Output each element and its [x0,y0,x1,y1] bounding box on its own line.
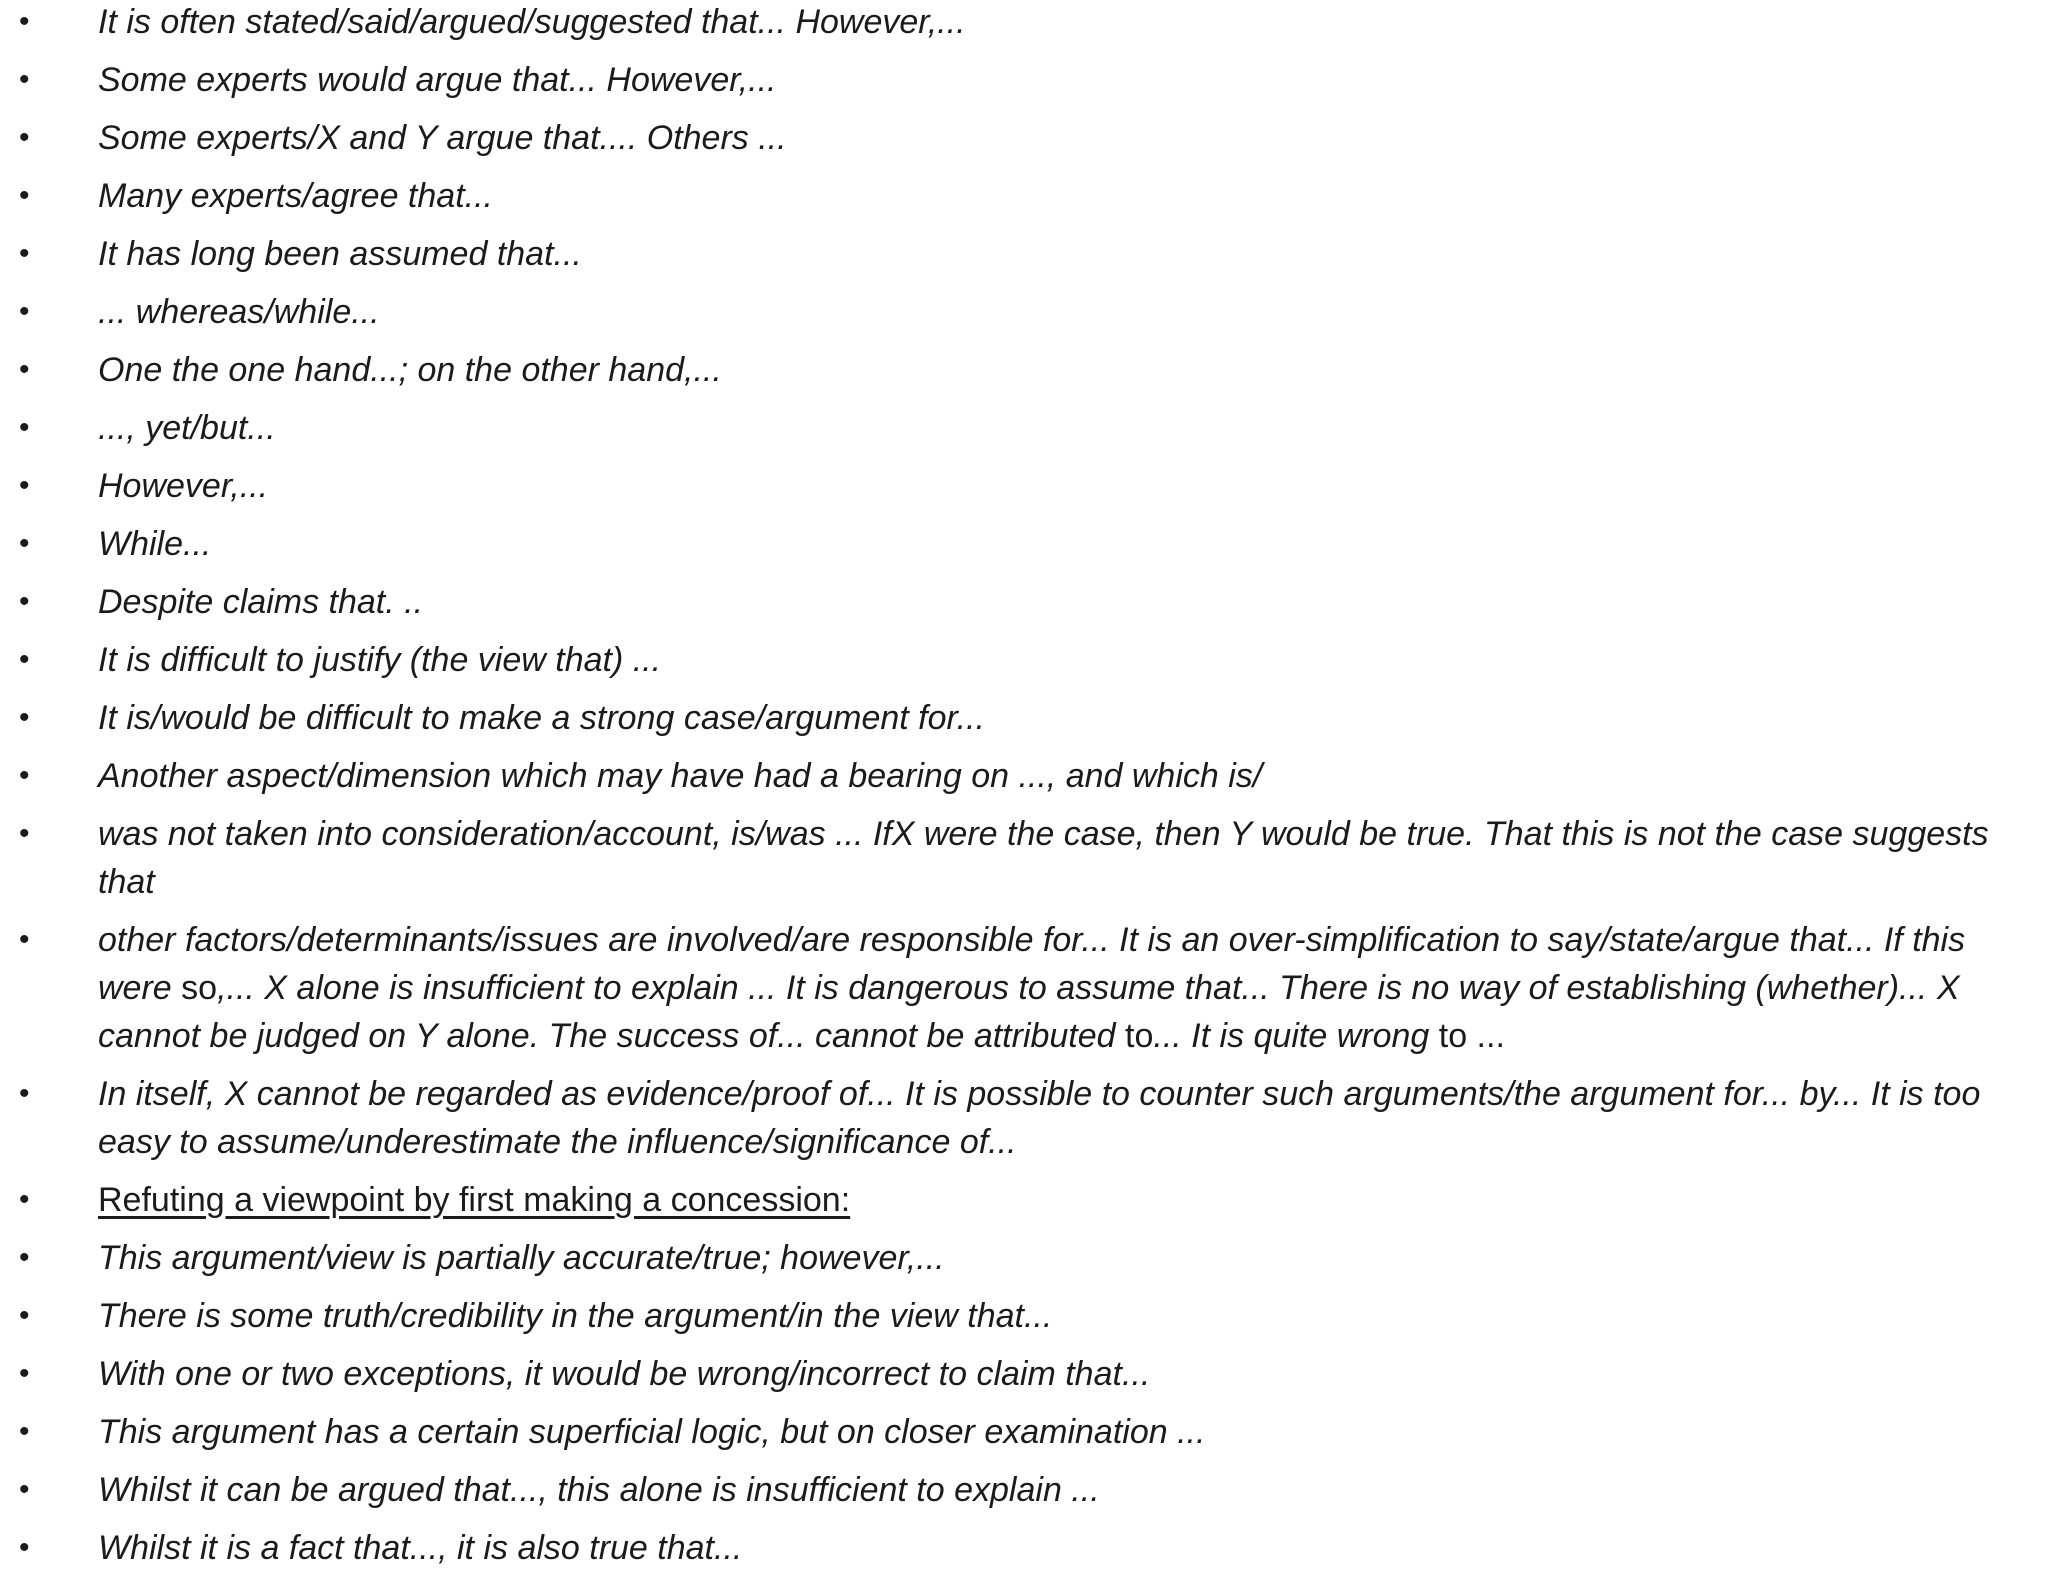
bullet-icon: • [19,295,30,328]
list-item-text: Whilst it can be argued that..., this alone is insufficient to explain ... [98,1471,1100,1509]
list-item [0,346,2048,394]
section-heading: Refuting a viewpoint by first making a concession: [98,1181,851,1219]
list-item-text: Many experts/agree that... [98,177,493,215]
bullet-icon: • [19,353,30,386]
list-item-text: This argument/view is partially accurate/true; however,... [98,1239,945,1277]
list-item [0,810,2048,906]
text-part-upright: so [181,969,218,1007]
list-item-text [98,921,1965,1055]
list-item-text: ..., yet/but... [98,409,276,447]
list-item-text: This argument has a certain superficial logic, but on closer examination ... [98,1413,1206,1451]
list-item [0,288,2048,336]
list-item [0,0,2048,46]
list-item-text: In itself, X cannot be regarded as evidence/proof of... It is possible to counter such arguments/the argument for... by... It is too easy to assume/underestimate the influence/significance of... [98,1075,1981,1161]
bullet-icon: • [19,411,30,444]
list-item [0,1234,2048,1282]
list-item-text: Some experts/X and Y argue that.... Others ... [98,119,787,157]
bullet-icon: • [19,1299,30,1332]
list-item [0,1466,2048,1514]
list-item-text: It is often stated/said/argued/suggested that... However,... [98,3,966,41]
list-item [0,1350,2048,1398]
list-item [0,1408,2048,1456]
text-part: other factors/determinants/issues are involved/are responsible for... It is an over-simplification to say/state/argue that... If this were [98,921,1966,1007]
bullet-icon: • [19,1241,30,1274]
section-heading-item [0,1176,2048,1224]
list-item [0,114,2048,162]
list-item-text: One the one hand...; on the other hand,... [98,351,722,389]
list-item [0,916,2048,1060]
list-item [0,462,2048,510]
bullet-icon: • [19,121,30,154]
list-item-text: It is difficult to justify (the view that) ... [98,641,662,679]
text-part-upright: to [1125,1017,1154,1055]
list-item [0,56,2048,104]
list-item-text: Despite claims that. .. [98,583,424,621]
bullet-icon: • [19,759,30,792]
bullet-icon: • [19,1531,30,1564]
bullet-icon: • [19,237,30,270]
list-item [0,172,2048,220]
list-item-text: Whilst it is a fact that..., it is also true that... [98,1529,743,1567]
list-item [0,694,2048,742]
list-item [0,1292,2048,1340]
bullet-icon: • [19,1415,30,1448]
list-item-text: However,... [98,467,269,505]
list-item-text: It has long been assumed that... [98,235,582,273]
list-item [0,1524,2048,1572]
list-item [0,636,2048,684]
bullet-icon: • [19,1183,30,1216]
bullet-icon: • [19,643,30,676]
bullet-icon: • [19,527,30,560]
list-item-text: Another aspect/dimension which may have had a bearing on ..., and which is/ [98,757,1263,795]
list-item-text: With one or two exceptions, it would be wrong/incorrect to claim that... [98,1355,1151,1393]
list-item [0,578,2048,626]
text-part: ... It is quite wrong [1153,1017,1439,1055]
list-item [0,520,2048,568]
list-item-text: It is/would be difficult to make a strong case/argument for... [98,699,985,737]
text-part-upright: to ... [1438,1017,1505,1055]
bullet-icon: • [19,923,30,956]
list-item-text: ... whereas/while... [98,293,380,331]
bullet-icon: • [19,1473,30,1506]
list-item [0,404,2048,452]
bullet-icon: • [19,1077,30,1110]
bullet-icon: • [19,1357,30,1390]
bullet-icon: • [19,817,30,850]
bullet-icon: • [19,5,30,38]
bullet-icon: • [19,179,30,212]
list-item-text: While... [98,525,212,563]
bullet-icon: • [19,701,30,734]
list-item [0,752,2048,800]
list-item [0,1070,2048,1166]
list-item [0,230,2048,278]
bullet-icon: • [19,585,30,618]
list-item-text: was not taken into consideration/account, is/was ... IfX were the case, then Y would be true. That this is not the case suggests that [98,815,1989,901]
list-item-text: There is some truth/credibility in the argument/in the view that... [98,1297,1053,1335]
list-item-text: Some experts would argue that... However,... [98,61,777,99]
bullet-icon: • [19,469,30,502]
bullet-icon: • [19,63,30,96]
text-part: ,... X alone is insufficient to explain ... It is dangerous to assume that... There is no way of establishing (whether)... X cannot be judged on Y alone. The success of... cannot be attributed [98,969,1960,1055]
